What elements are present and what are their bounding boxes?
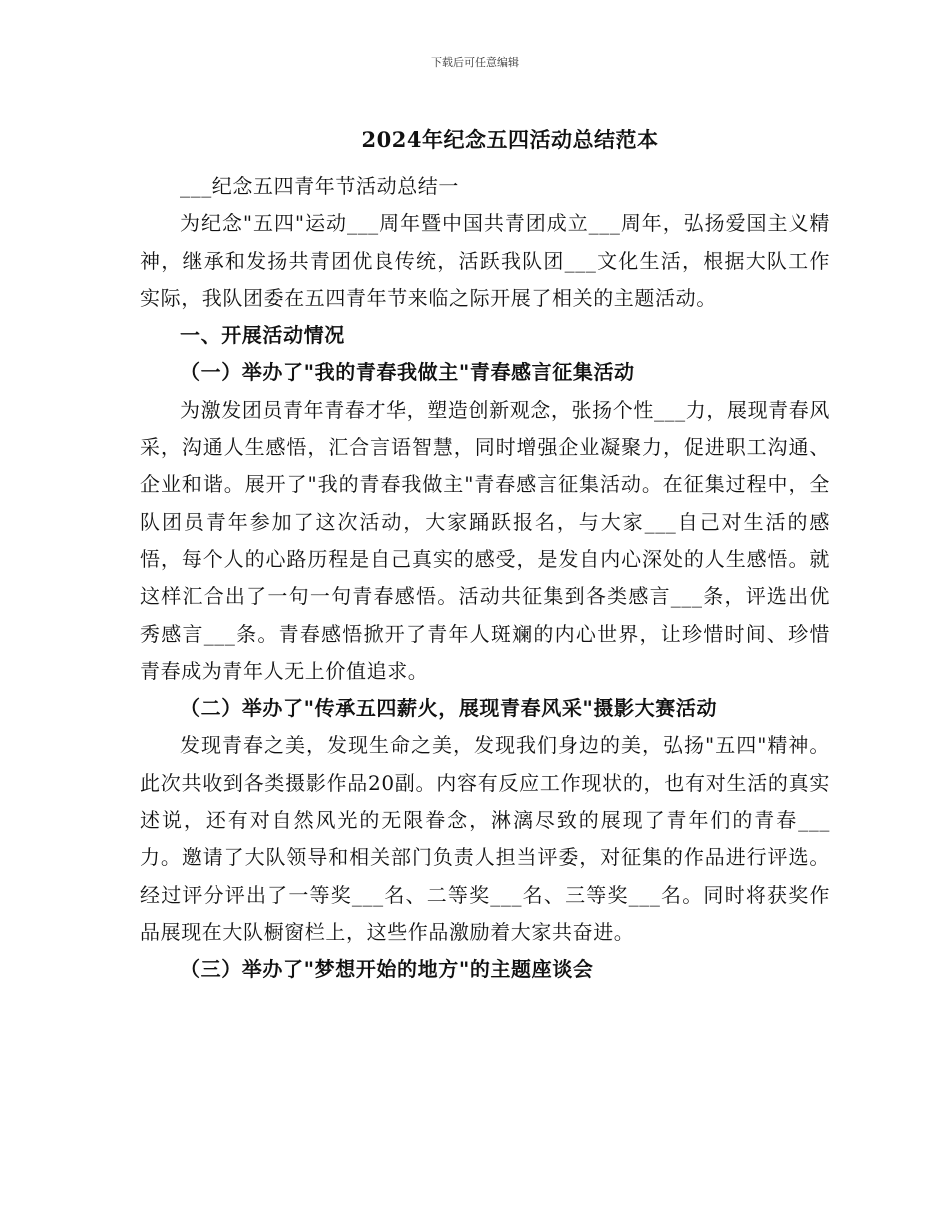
document-title: 2024年纪念五四活动总结范本: [361, 127, 659, 152]
page-header-note: 下载后可任意编辑: [431, 56, 519, 69]
subsection-heading-2: （二）举办了"传承五四薪火，展现青春风采"摄影大赛活动: [180, 696, 718, 721]
subsection-paragraph-1: 为激发团员青年青春才华，塑造创新观念，张扬个性___力，展现青春风采，沟通人生感悟，汇合言语智慧，同时增强企业凝聚力，促进职工沟通、企业和谐。展开了"我的青春我做主"青春感言征集活动。在征集过程中，全队团员青年参加了这次活动，大家踊跃报名，与大家___自己对生活的感悟，每个人的心路历程是自己真实的感受，是发自内心深处的人生感悟。就这样汇合出了一句一句青春感悟。活动共征集到各类感言___条，评选出优秀感言___条。青春感悟掀开了青年人斑斓的内心世界，让珍惜时间、珍惜青春成为青年人无上价值追求。: [140, 397, 830, 683]
subsection-paragraph-2: 发现青春之美，发现生命之美，发现我们身边的美，弘扬"五四"精神。此次共收到各类摄影作品20副。内容有反应工作现状的，也有对生活的真实述说，还有对自然风光的无限眷念，淋漓尽致的展现了青年们的青春___力。邀请了大队领导和相关部门负责人担当评委，对征集的作品进行评选。经过评分评出了一等奖___名、二等奖___名、三等奖___名。同时将获奖作品展现在大队橱窗栏上，这些作品激励着大家共奋进。: [140, 733, 830, 944]
section-heading-1: 一、开展活动情况: [180, 323, 345, 348]
subsection-heading-1: （一）举办了"我的青春我做主"青春感言征集活动: [180, 360, 635, 385]
document-subtitle: ___纪念五四青年节活动总结一: [180, 174, 459, 198]
intro-paragraph: 为纪念"五四"运动___周年暨中国共青团成立___周年，弘扬爱国主义精神，继承和发扬共青团优良传统，活跃我队团___文化生活，根据大队工作实际，我队团委在五四青年节来临之际开展了相关的主题活动。: [140, 211, 830, 310]
document-body: [140, 168, 830, 989]
subsection-heading-3: （三）举办了"梦想开始的地方"的主题座谈会: [180, 957, 594, 982]
